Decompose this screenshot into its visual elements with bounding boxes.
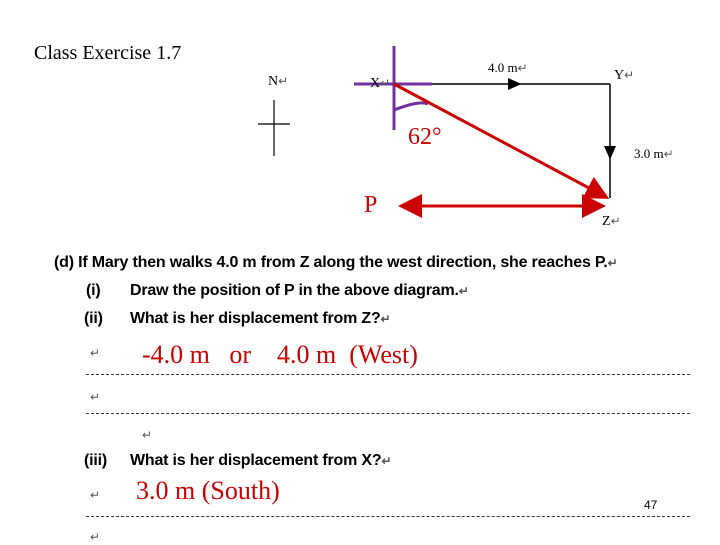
question-i-number: (i) (86, 282, 101, 299)
return-mark: ↵ (90, 390, 101, 404)
exercise-title: Class Exercise 1.7 (34, 42, 182, 64)
north-label: N↵ (268, 74, 289, 89)
question-iii-number: (iii) (84, 452, 107, 469)
answer-line (86, 374, 690, 375)
angle-arc (394, 103, 428, 110)
yz-distance-label: 3.0 m↵ (634, 146, 674, 161)
point-z-label: Z↵ (602, 214, 621, 229)
answer-line (86, 413, 690, 414)
question-iii-text: What is her displacement from X?↵ (130, 452, 392, 469)
xy-distance-label: 4.0 m↵ (488, 60, 528, 75)
page-number: 47 (644, 498, 658, 512)
question-ii-number: (ii) (84, 310, 103, 327)
return-mark: ↵ (90, 530, 101, 544)
question-i-text: Draw the position of P in the above diagram.↵ (130, 282, 469, 299)
question-ii-text: What is her displacement from Z?↵ (130, 310, 391, 327)
return-mark: ↵ (90, 488, 101, 502)
answer-line (86, 516, 690, 517)
point-x-label: X↵ (370, 76, 391, 91)
north-arrow-icon (258, 100, 290, 156)
point-p-label: P (364, 192, 378, 218)
question-d: (d) If Mary then walks 4.0 m from Z along the west direction, she reaches P.↵ (54, 254, 618, 271)
point-y-label: Y↵ (614, 68, 635, 83)
return-mark: ↵ (90, 346, 101, 360)
answer-iii: 3.0 m (South) (136, 476, 280, 505)
angle-label: 62° (408, 124, 442, 150)
answer-ii: -4.0 m or 4.0 m (West) (142, 340, 418, 369)
return-mark: ↵ (142, 428, 153, 442)
